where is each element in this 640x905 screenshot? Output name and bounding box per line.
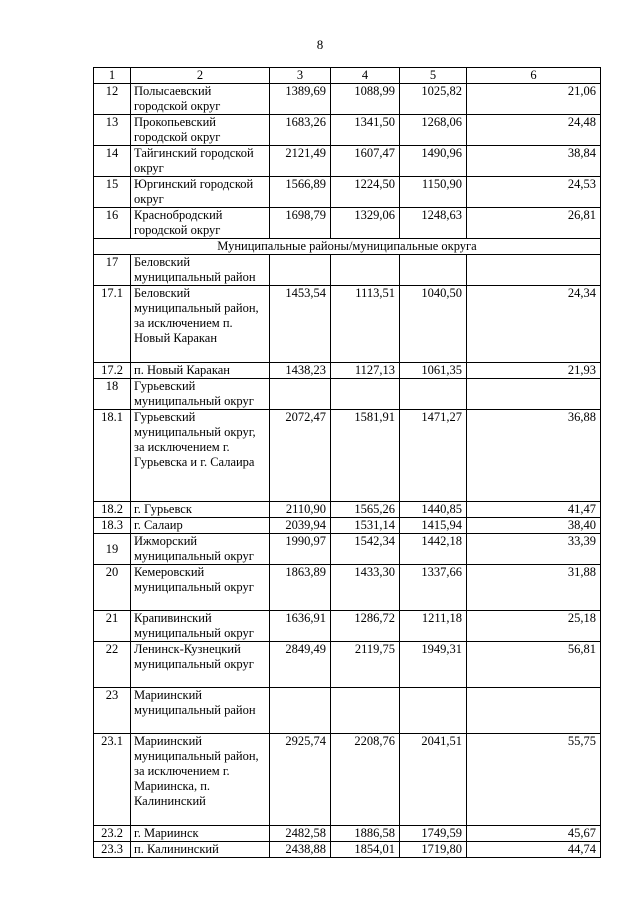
row-number-cell: 18.1 xyxy=(94,410,131,502)
value-col-6-cell: 21,93 xyxy=(467,363,601,379)
value-col-5-cell: 1415,94 xyxy=(400,518,467,534)
value-col-6-cell: 55,75 xyxy=(467,734,601,826)
value-col-5-cell: 1040,50 xyxy=(400,286,467,363)
table-row xyxy=(94,611,601,642)
value-col-3-cell: 1863,89 xyxy=(270,565,331,611)
section-heading: Муниципальные районы/муниципальные округа xyxy=(94,239,601,255)
value-col-4-cell: 1286,72 xyxy=(331,611,400,642)
table-row xyxy=(94,642,601,688)
table-row xyxy=(94,115,601,146)
value-col-6-cell: 26,81 xyxy=(467,208,601,239)
value-col-4-cell: 1565,26 xyxy=(331,502,400,518)
value-col-4-cell: 1127,13 xyxy=(331,363,400,379)
territory-name-cell: Беловский муниципальный район xyxy=(131,255,270,286)
table-row xyxy=(94,502,601,518)
row-number-cell: 17.2 xyxy=(94,363,131,379)
territory-name-cell: г. Гурьевск xyxy=(131,502,270,518)
value-col-6-cell: 25,18 xyxy=(467,611,601,642)
territory-name-cell: п. Калининский xyxy=(131,842,270,858)
value-col-4-cell: 1113,51 xyxy=(331,286,400,363)
value-col-3-cell: 2925,74 xyxy=(270,734,331,826)
value-col-5-cell: 1719,80 xyxy=(400,842,467,858)
row-number-cell: 19 xyxy=(94,534,131,565)
value-col-3-cell: 1636,91 xyxy=(270,611,331,642)
value-col-4-cell: 1224,50 xyxy=(331,177,400,208)
section-heading-row xyxy=(94,239,601,255)
page-number: 8 xyxy=(316,37,324,52)
value-col-6-cell: 24,48 xyxy=(467,115,601,146)
value-col-5-cell: 1268,06 xyxy=(400,115,467,146)
territory-name-cell: Гурьевский муниципальный округ, за исключением г. Гурьевска и г. Салаира xyxy=(131,410,270,502)
value-col-6-cell: 21,06 xyxy=(467,84,601,115)
territory-name-cell: Кемеровский муниципальный округ xyxy=(131,565,270,611)
value-col-4-cell: 1607,47 xyxy=(331,146,400,177)
value-col-4-cell: 1542,34 xyxy=(331,534,400,565)
value-col-6-cell: 31,88 xyxy=(467,565,601,611)
value-col-5-cell: 1440,85 xyxy=(400,502,467,518)
table-row xyxy=(94,826,601,842)
territory-name-cell: Юргинский городской округ xyxy=(131,177,270,208)
table-row xyxy=(94,255,601,286)
value-col-5-cell xyxy=(400,255,467,286)
value-col-6-cell: 38,40 xyxy=(467,518,601,534)
table-row xyxy=(94,84,601,115)
value-col-3-cell xyxy=(270,255,331,286)
value-col-5-cell xyxy=(400,379,467,410)
value-col-3-cell: 1566,89 xyxy=(270,177,331,208)
row-number-cell: 23.2 xyxy=(94,826,131,842)
value-col-6-cell: 33,39 xyxy=(467,534,601,565)
table-row xyxy=(94,177,601,208)
value-col-3-cell: 1698,79 xyxy=(270,208,331,239)
value-col-4-cell: 1088,99 xyxy=(331,84,400,115)
value-col-3-cell: 1438,23 xyxy=(270,363,331,379)
territory-name-cell: г. Салаир xyxy=(131,518,270,534)
territory-name-cell: Крапивинский муниципальный округ xyxy=(131,611,270,642)
value-col-6-cell: 36,88 xyxy=(467,410,601,502)
value-col-4-cell: 1341,50 xyxy=(331,115,400,146)
value-col-3-cell: 1389,69 xyxy=(270,84,331,115)
row-number-cell: 18.2 xyxy=(94,502,131,518)
row-number-cell: 22 xyxy=(94,642,131,688)
row-number-cell: 23 xyxy=(94,688,131,734)
column-number-header: 5 xyxy=(400,68,467,84)
table-row xyxy=(94,534,601,565)
table-row xyxy=(94,688,601,734)
value-col-3-cell: 2438,88 xyxy=(270,842,331,858)
value-col-4-cell: 1531,14 xyxy=(331,518,400,534)
value-col-3-cell: 1453,54 xyxy=(270,286,331,363)
territory-name-cell: Краснобродский городской округ xyxy=(131,208,270,239)
value-col-3-cell: 2849,49 xyxy=(270,642,331,688)
value-col-6-cell xyxy=(467,688,601,734)
value-col-4-cell: 1886,58 xyxy=(331,826,400,842)
value-col-6-cell xyxy=(467,255,601,286)
column-number-header: 1 xyxy=(94,68,131,84)
value-col-3-cell: 2072,47 xyxy=(270,410,331,502)
row-number-cell: 18.3 xyxy=(94,518,131,534)
value-col-5-cell: 2041,51 xyxy=(400,734,467,826)
value-col-6-cell: 56,81 xyxy=(467,642,601,688)
value-col-6-cell: 24,34 xyxy=(467,286,601,363)
column-number-header: 6 xyxy=(467,68,601,84)
value-col-3-cell: 2110,90 xyxy=(270,502,331,518)
table-row xyxy=(94,518,601,534)
value-col-5-cell: 1211,18 xyxy=(400,611,467,642)
value-col-3-cell: 1990,97 xyxy=(270,534,331,565)
value-col-5-cell: 1025,82 xyxy=(400,84,467,115)
value-col-3-cell: 2121,49 xyxy=(270,146,331,177)
value-col-5-cell: 1490,96 xyxy=(400,146,467,177)
row-number-cell: 18 xyxy=(94,379,131,410)
value-col-3-cell: 1683,26 xyxy=(270,115,331,146)
value-col-3-cell xyxy=(270,688,331,734)
value-col-4-cell: 1329,06 xyxy=(331,208,400,239)
row-number-cell: 17.1 xyxy=(94,286,131,363)
row-number-cell: 13 xyxy=(94,115,131,146)
value-col-5-cell: 1248,63 xyxy=(400,208,467,239)
value-col-4-cell: 2208,76 xyxy=(331,734,400,826)
table-row xyxy=(94,379,601,410)
value-col-4-cell xyxy=(331,379,400,410)
value-col-6-cell: 38,84 xyxy=(467,146,601,177)
row-number-cell: 17 xyxy=(94,255,131,286)
territory-name-cell: Мариинский муниципальный район xyxy=(131,688,270,734)
value-col-5-cell: 1061,35 xyxy=(400,363,467,379)
row-number-cell: 12 xyxy=(94,84,131,115)
row-number-cell: 16 xyxy=(94,208,131,239)
value-col-6-cell: 45,67 xyxy=(467,826,601,842)
table-row xyxy=(94,842,601,858)
territory-name-cell: Ленинск-Кузнецкий муниципальный округ xyxy=(131,642,270,688)
value-col-5-cell: 1442,18 xyxy=(400,534,467,565)
value-col-4-cell xyxy=(331,255,400,286)
table-row xyxy=(94,734,601,826)
row-number-cell: 23.1 xyxy=(94,734,131,826)
table-header-row xyxy=(94,68,601,84)
tariff-table xyxy=(93,67,601,858)
value-col-4-cell: 2119,75 xyxy=(331,642,400,688)
value-col-5-cell: 1749,59 xyxy=(400,826,467,842)
table-row xyxy=(94,208,601,239)
territory-name-cell: Беловский муниципальный район, за исключением п. Новый Каракан xyxy=(131,286,270,363)
row-number-cell: 23.3 xyxy=(94,842,131,858)
table-row xyxy=(94,410,601,502)
table-row xyxy=(94,565,601,611)
territory-name-cell: Тайгинский городской округ xyxy=(131,146,270,177)
value-col-5-cell: 1150,90 xyxy=(400,177,467,208)
territory-name-cell: п. Новый Каракан xyxy=(131,363,270,379)
value-col-5-cell: 1471,27 xyxy=(400,410,467,502)
value-col-5-cell: 1337,66 xyxy=(400,565,467,611)
row-number-cell: 20 xyxy=(94,565,131,611)
table-row xyxy=(94,363,601,379)
value-col-5-cell: 1949,31 xyxy=(400,642,467,688)
table-row xyxy=(94,146,601,177)
territory-name-cell: г. Мариинск xyxy=(131,826,270,842)
table-row xyxy=(94,286,601,363)
territory-name-cell: Мариинский муниципальный район, за исключением г. Мариинска, п. Калининский xyxy=(131,734,270,826)
value-col-3-cell: 2482,58 xyxy=(270,826,331,842)
value-col-4-cell: 1433,30 xyxy=(331,565,400,611)
row-number-cell: 15 xyxy=(94,177,131,208)
row-number-cell: 14 xyxy=(94,146,131,177)
value-col-3-cell xyxy=(270,379,331,410)
territory-name-cell: Ижморский муниципальный округ xyxy=(131,534,270,565)
territory-name-cell: Прокопьевский городской округ xyxy=(131,115,270,146)
territory-name-cell: Гурьевский муниципальный округ xyxy=(131,379,270,410)
value-col-6-cell: 41,47 xyxy=(467,502,601,518)
column-number-header: 2 xyxy=(131,68,270,84)
value-col-5-cell xyxy=(400,688,467,734)
value-col-4-cell xyxy=(331,688,400,734)
value-col-4-cell: 1581,91 xyxy=(331,410,400,502)
row-number-cell: 21 xyxy=(94,611,131,642)
value-col-4-cell: 1854,01 xyxy=(331,842,400,858)
value-col-3-cell: 2039,94 xyxy=(270,518,331,534)
column-number-header: 3 xyxy=(270,68,331,84)
territory-name-cell: Полысаевский городской округ xyxy=(131,84,270,115)
column-number-header: 4 xyxy=(331,68,400,84)
value-col-6-cell: 44,74 xyxy=(467,842,601,858)
value-col-6-cell xyxy=(467,379,601,410)
value-col-6-cell: 24,53 xyxy=(467,177,601,208)
